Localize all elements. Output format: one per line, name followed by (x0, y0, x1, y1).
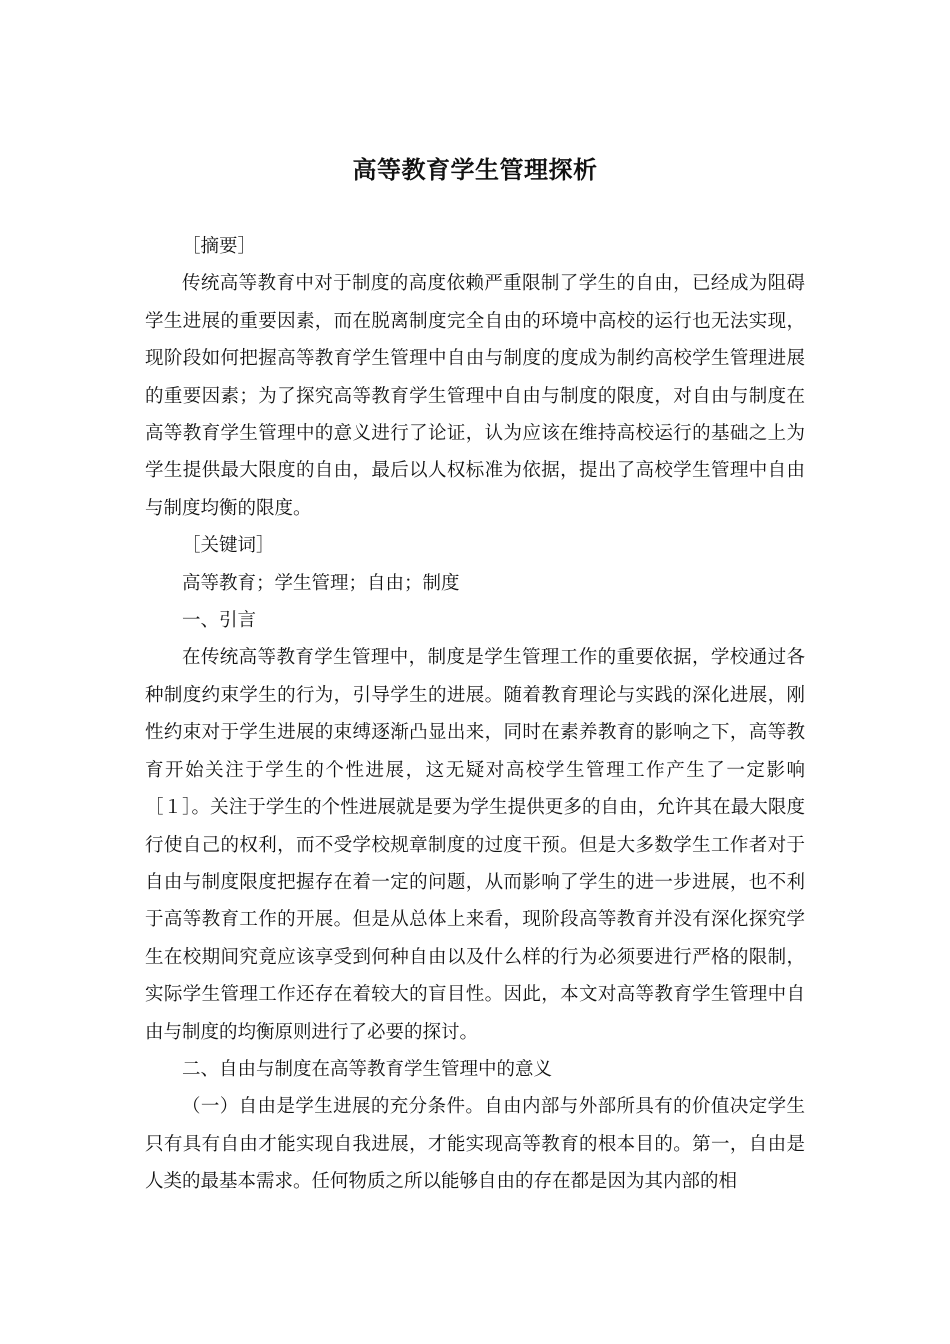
keywords-text: 高等教育；学生管理；自由；制度 (182, 572, 460, 594)
introduction-paragraph: 在传统高等教育学生管理中，制度是学生管理工作的重要依据，学校通过各种制度约束学生的行为，引导学生的进展。随着教育理论与实践的深化进展，刚性约束对于学生进展的束缚逐渐凸显出来，同时在素养教育的影响之下，高等教育开始关注于学生的个性进展，这无疑对高校学生管理工作产生了一定影响［１］。关注于学生的个性进展就是要为学生提供更多的自由，允许其在最大限度行使自己的权利，而不受学校规章制度的过度干预。但是大多数学生工作者对于自由与制度限度把握存在着一定的问题，从而影响了学生的进一步进展，也不利于高等教育工作的开展。但是从总体上来看，现阶段高等教育并没有深化探究学生在校期间究竟应该享受到何种自由以及什么样的行为必须要进行严格的限制，实际学生管理工作还存在着较大的盲目性。因此，本文对高等教育学生管理中自由与制度的均衡原则进行了必要的探讨。 (145, 647, 805, 1043)
significance-paragraph: （一）自由是学生进展的充分条件。自由内部与外部所具有的价值决定学生只有具有自由才能实现自我进展，才能实现高等教育的根本目的。第一，自由是人类的最基本需求。任何物质之所以能够自由的存在都是因为其内部的相 (145, 1096, 805, 1193)
abstract-paragraph: 传统高等教育中对于制度的高度依赖严重限制了学生的自由，已经成为阻碍学生进展的重要因素，而在脱离制度完全自由的环境中高校的运行也无法实现，现阶段如何把握高等教育学生管理中自由与制度的度成为制约高校学生管理进展的重要因素；为了探究高等教育学生管理中自由与制度的限度，对自由与制度在高等教育学生管理中的意义进行了论证，认为应该在维持高校运行的基础之上为学生提供最大限度的自由，最后以人权标准为依据，提出了高校学生管理中自由与制度均衡的限度。 (145, 273, 805, 519)
keywords-label: ［关键词］ (182, 535, 275, 557)
document-body (145, 228, 805, 1201)
section-heading-significance: 二、自由与制度在高等教育学生管理中的意义 (182, 1058, 553, 1080)
abstract-label: ［摘要］ (182, 236, 257, 257)
document-title: 高等教育学生管理探析 (352, 155, 598, 184)
section-heading-introduction: 一、引言 (182, 610, 257, 632)
